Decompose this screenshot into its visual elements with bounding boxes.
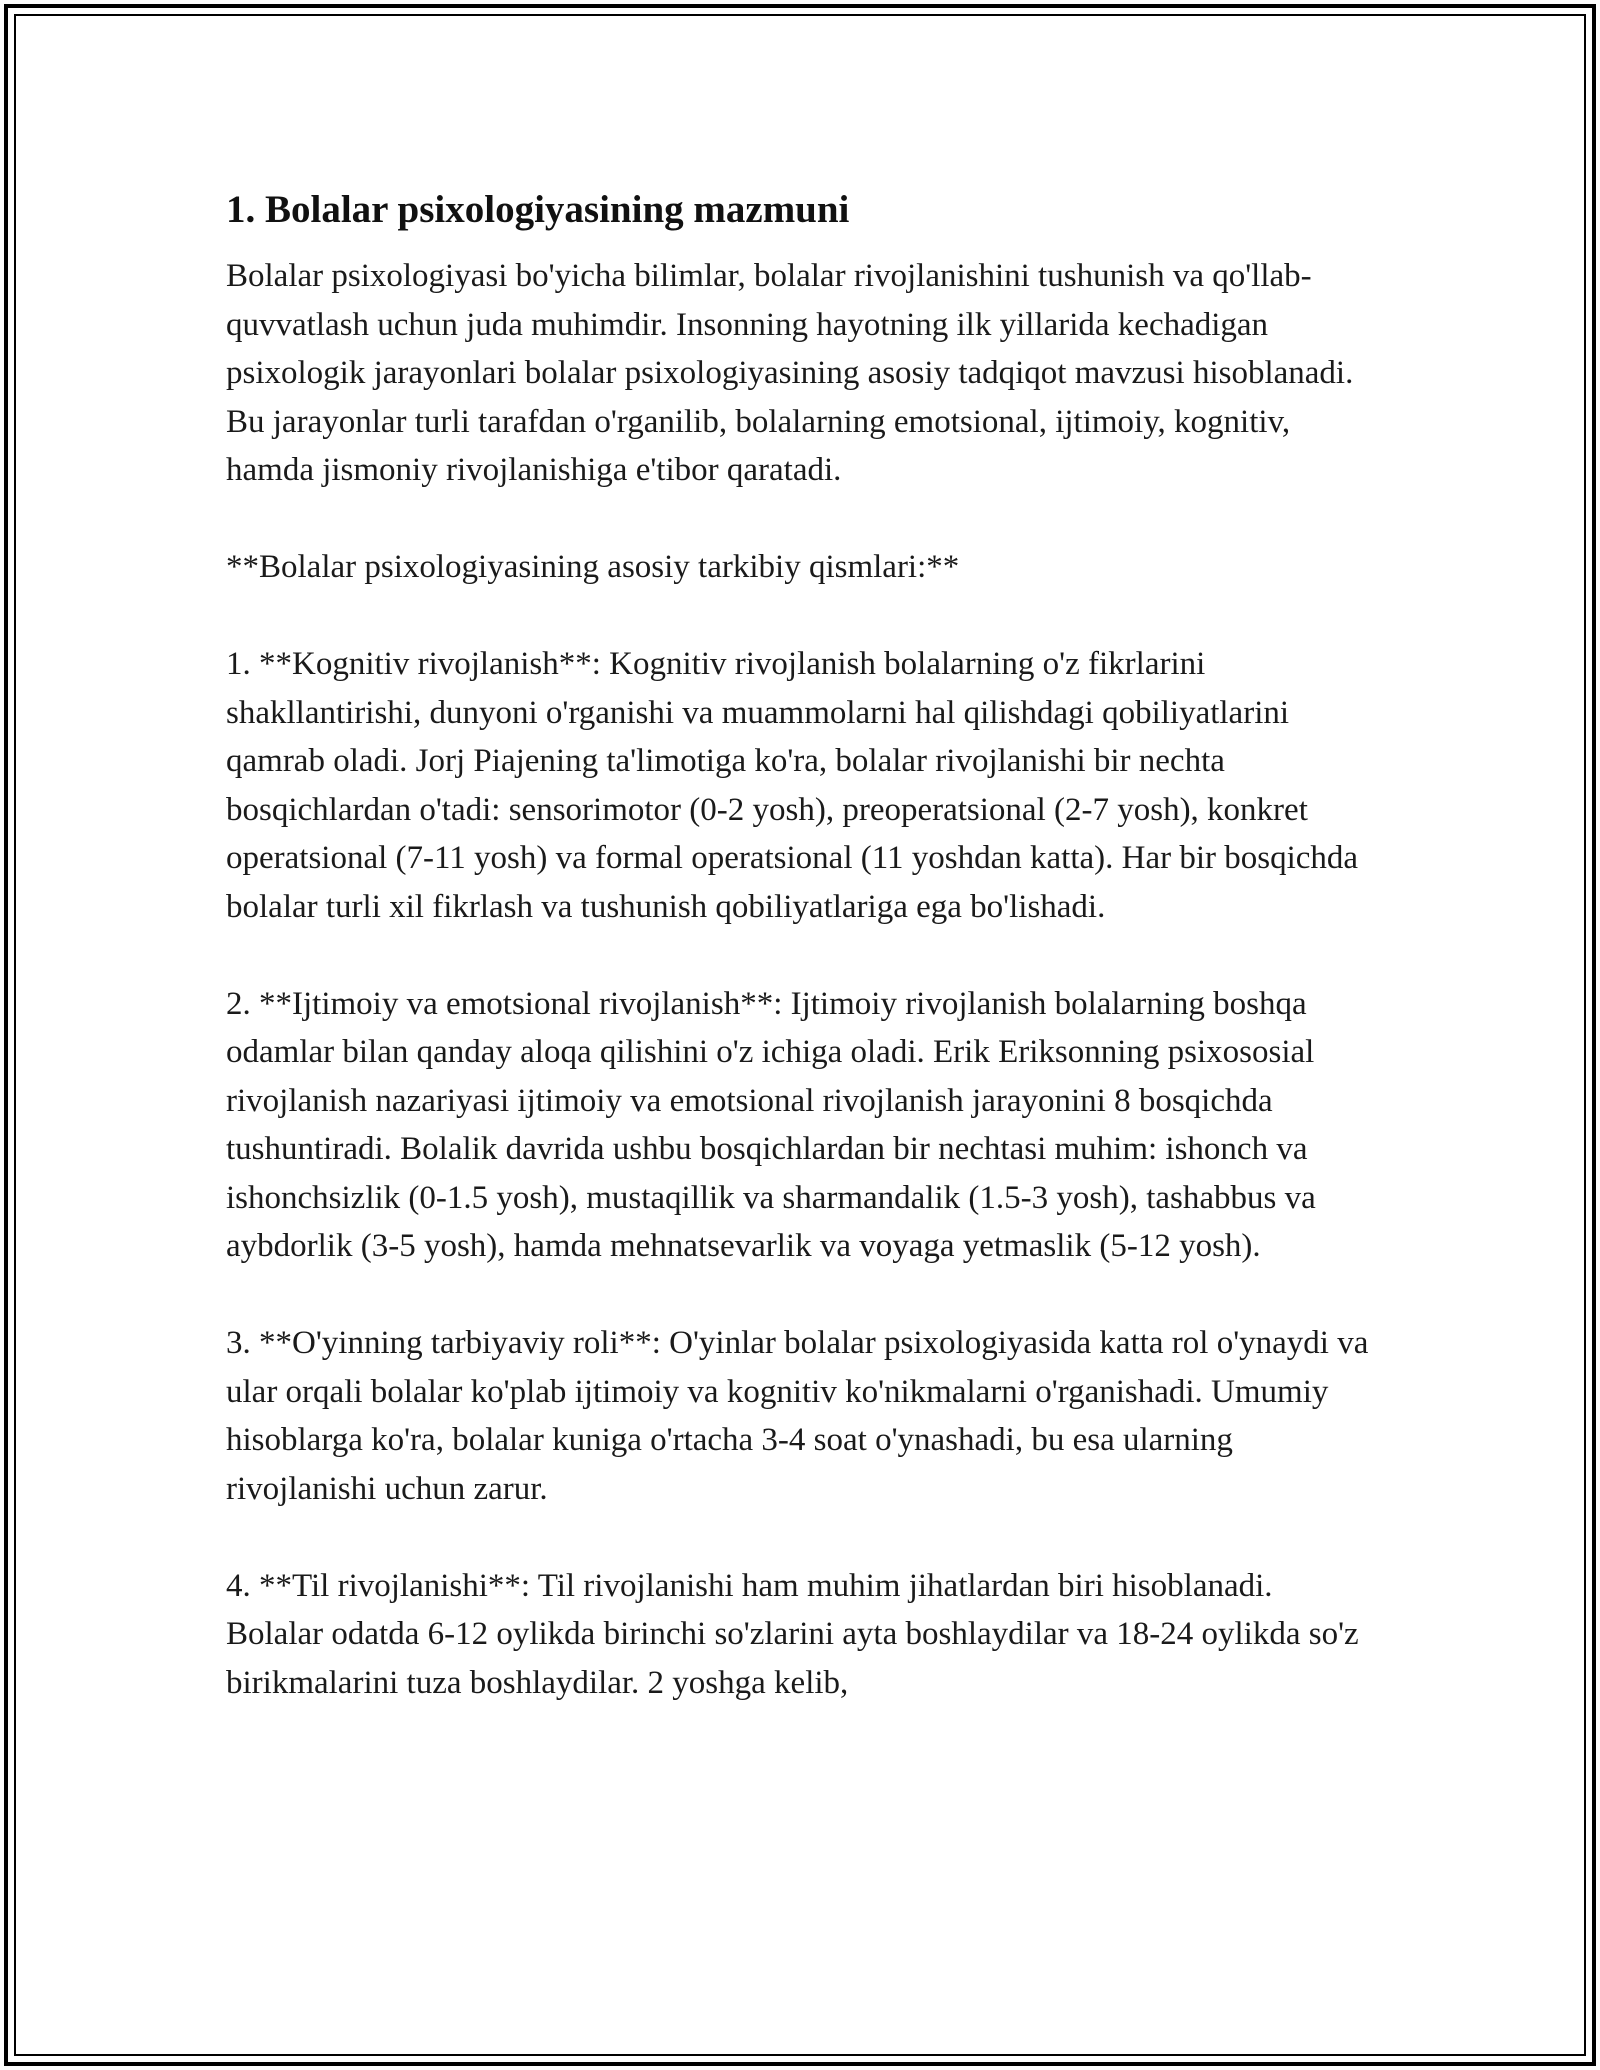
play-role-paragraph: 3. **O'yinning tarbiyaviy roli**: O'yinlar bolalar psixologiyasida katta rol o'ynaydi va ular orqali bolalar ko'plab ijtimoiy va kognitiv ko'nikmalarni o'rganishadi. Umumiy hisoblarga ko'ra, bolalar kuniga o'rtacha 3-4 soat o'ynashadi, bu esa ularning rivojlanishi uchun zarur. (226, 1325, 1369, 1507)
social-emotional-paragraph: 2. **Ijtimoiy va emotsional rivojlanish**: Ijtimoiy rivojlanish bolalarning boshqa odamlar bilan qanday aloqa qilishini o'z ichiga oladi. Erik Eriksonning psixososial rivojlanish nazariyasi ijtimoiy va emotsional rivojlanish jarayonini 8 bosqichda tushuntiradi. Bolalik davrida ushbu bosqichlardan bir nechtasi muhim: ishonch va ishonchsizlik (0-1.5 yosh), mustaqillik va sharmandalik (1.5-3 yosh), tashabbus va aybdorlik (3-5 yosh), hamda mehnatsevarlik va voyaga yetmaslik (5-12 yosh). (226, 985, 1316, 1264)
document-body (226, 186, 1376, 1756)
cognitive-development-paragraph: 1. **Kognitiv rivojlanish**: Kognitiv rivojlanish bolalarning o'z fikrlarini shakllantirishi, dunyoni o'rganishi va muammolarni hal qilishdagi qobiliyatlarini qamrab oladi. Jorj Piajening ta'limotiga ko'ra, bolalar rivojlanishi bir nechta bosqichlardan o'tadi: sensorimotor (0-2 yosh), preoperatsional (2-7 yosh), konkret operatsional (7-11 yosh) va formal operatsional (11 yoshdan katta). Har bir bosqichda bolalar turli xil fikrlash va tushunish qobiliyatlariga ega bo'lishadi. (226, 646, 1359, 925)
section-heading: 1. Bolalar psixologiyasining mazmuni (226, 188, 850, 231)
language-development-paragraph: 4. **Til rivojlanishi**: Til rivojlanishi ham muhim jihatlardan biri hisoblanadi. Bolalar odatda 6-12 oylikda birinchi so'zlarini ayta boshlaydilar va 18-24 oylikda so'z birikmalarini tuza boshlaydilar. 2 yoshga kelib, (226, 1567, 1359, 1701)
components-subheading: **Bolalar psixologiyasining asosiy tarkibiy qismlari:** (226, 549, 960, 585)
intro-paragraph: Bolalar psixologiyasi bo'yicha bilimlar, bolalar rivojlanishini tushunish va qo'llab-quvvatlash uchun juda muhimdir. Insonning hayotning ilk yillarida kechadigan psixologik jarayonlari bolalar psixologiyasining asosiy tadqiqot mavzusi hisoblanadi. Bu jarayonlar turli tarafdan o'rganilib, bolalarning emotsional, ijtimoiy, kognitiv, hamda jismoniy rivojlanishiga e'tibor qaratadi. (226, 258, 1354, 488)
